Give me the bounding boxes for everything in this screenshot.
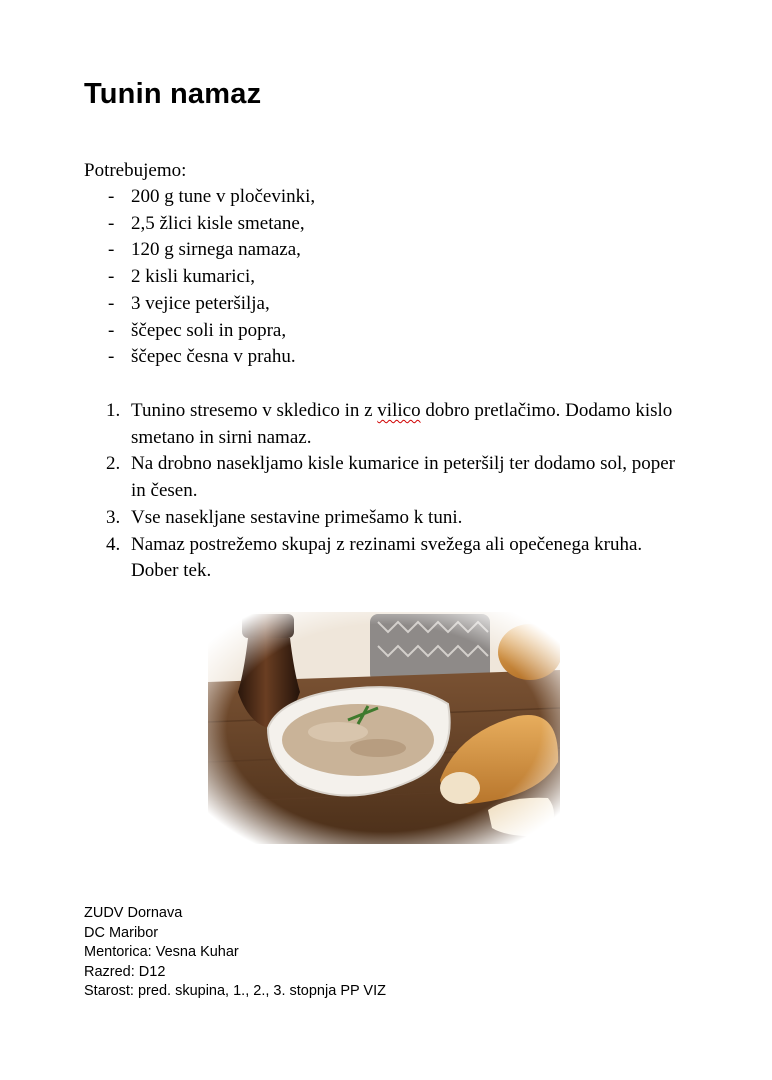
ingredient-text: 3 vejice peteršilja, — [131, 292, 270, 314]
step-number: 3. — [106, 506, 121, 528]
dash-bullet: - — [108, 346, 115, 368]
step-item — [84, 505, 684, 532]
ingredient-text: ščepec česna v prahu. — [131, 346, 296, 368]
dash-bullet: - — [108, 239, 115, 261]
footer-class: Razred: D12 — [84, 963, 166, 980]
step-text-start: Tunino stresemo v skledico in z — [131, 400, 378, 421]
ingredient-text: ščepec soli in popra, — [131, 319, 287, 341]
tuna-spread-photo — [208, 612, 560, 844]
ingredient-item — [84, 184, 315, 211]
dash-bullet: - — [108, 186, 115, 207]
spellcheck-word[interactable]: vilico — [377, 400, 421, 421]
step-number: 4. — [106, 533, 121, 555]
dash-bullet: - — [108, 266, 115, 288]
footer-age: Starost: pred. skupina, 1., 2., 3. stopnja PP VIZ — [84, 983, 386, 1000]
footer-unit: DC Maribor — [84, 924, 159, 941]
footer-info — [84, 904, 386, 1002]
step-list — [84, 398, 684, 585]
ingredient-text: 2,5 žlici kisle smetane, — [131, 212, 305, 234]
ingredient-item — [84, 291, 315, 318]
step-text: Na drobno nasekljamo kisle kumarice in peteršilj ter dodamo sol, poper in česen. — [131, 453, 675, 502]
step-item — [84, 532, 684, 585]
ingredient-text: 200 g tune v pločevinki, — [131, 186, 316, 207]
ingredient-item — [84, 318, 315, 345]
step-text: Vse nasekljane sestavine primešamo k tuni. — [131, 506, 463, 528]
step-number: 1. — [106, 400, 121, 421]
ingredient-item — [84, 264, 315, 291]
ingredient-item — [84, 211, 315, 238]
step-number: 2. — [106, 453, 121, 475]
ingredient-item — [84, 344, 315, 371]
footer-mentor: Mentorica: Vesna Kuhar — [84, 944, 239, 961]
recipe-title: Tunin namaz — [84, 78, 262, 110]
footer-school: ZUDV Dornava — [84, 905, 183, 921]
ingredient-list — [84, 184, 315, 371]
dash-bullet: - — [108, 212, 115, 234]
dash-bullet: - — [108, 292, 115, 314]
step-item — [84, 451, 684, 504]
ingredient-text: 120 g sirnega namaza, — [131, 239, 301, 261]
ingredient-text: 2 kisli kumarici, — [131, 266, 256, 288]
step-text-end: dobro pretlačimo. Dodamo kislo smetano in sirni namaz. — [131, 400, 673, 448]
step-text: Namaz postrežemo skupaj z rezinami svežega ali opečenega kruha. Dober tek. — [131, 533, 643, 582]
step-item — [84, 398, 684, 451]
ingredient-item — [84, 237, 315, 264]
dash-bullet: - — [108, 319, 115, 341]
ingredients-heading: Potrebujemo: — [84, 160, 187, 181]
